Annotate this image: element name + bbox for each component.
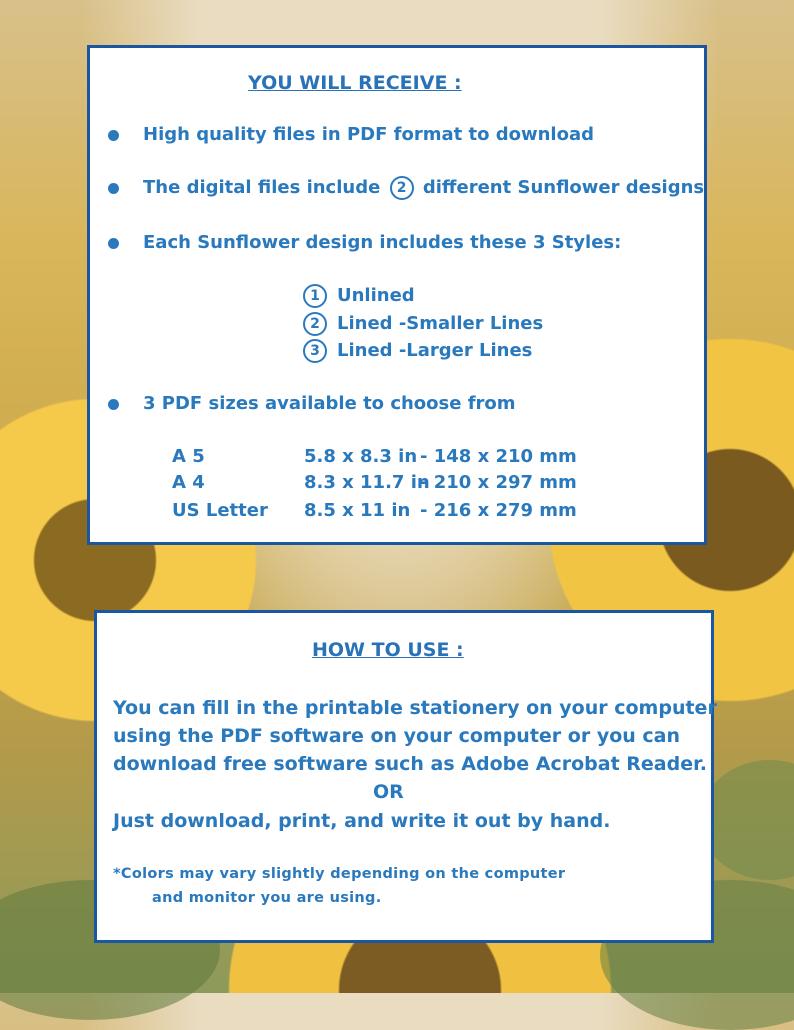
bullet-designs: [143, 176, 704, 200]
style-label: Lined -Larger Lines: [337, 340, 533, 361]
circled-number: 1: [303, 284, 327, 308]
size-mm: - 148 x 210 mm: [420, 446, 577, 467]
size-name: US Letter: [172, 500, 268, 521]
style-item: [303, 312, 543, 336]
bullet-styles: Each Sunflower design includes these 3 Styles:: [143, 232, 622, 253]
howto-heading: HOW TO USE :: [312, 639, 464, 661]
howto-line: Just download, print, and write it out by hand.: [113, 810, 611, 832]
size-inches: 8.3 x 11.7 in: [304, 472, 430, 493]
background-leaf: [700, 760, 794, 880]
howto-line: You can fill in the printable stationery on your computer: [113, 697, 717, 719]
size-inches: 5.8 x 8.3 in: [304, 446, 418, 467]
circled-number: 2: [390, 176, 414, 200]
howto-line: using the PDF software on your computer or you can: [113, 725, 681, 747]
bullet-dot: [108, 399, 119, 410]
size-inches: 8.5 x 11 in: [304, 500, 411, 521]
bullet-dot: [108, 238, 119, 249]
circled-number: 3: [303, 339, 327, 363]
style-item: [303, 339, 532, 363]
bullet-dot: [108, 130, 119, 141]
size-mm: - 216 x 279 mm: [420, 500, 577, 521]
howto-or: OR: [373, 781, 404, 803]
size-name: A 5: [172, 446, 205, 467]
color-note: and monitor you are using.: [152, 890, 382, 906]
color-note: *Colors may vary slightly depending on the computer: [113, 866, 566, 882]
style-label: Lined -Smaller Lines: [337, 313, 544, 334]
style-item: [303, 284, 415, 308]
receive-heading: YOU WILL RECEIVE :: [248, 72, 462, 94]
size-mm: - 210 x 297 mm: [420, 472, 577, 493]
size-name: A 4: [172, 472, 205, 493]
howto-line: download free software such as Adobe Acrobat Reader.: [113, 753, 707, 775]
circled-number: 2: [303, 312, 327, 336]
style-label: Unlined: [337, 285, 415, 306]
how-to-use-panel: [94, 610, 717, 943]
designs-text-post: different Sunflower designs: [422, 177, 705, 198]
bullet-dot: [108, 183, 119, 194]
you-will-receive-panel: [87, 45, 707, 545]
bullet-pdf-format: High quality files in PDF format to download: [143, 124, 594, 145]
bullet-sizes: 3 PDF sizes available to choose from: [143, 393, 516, 414]
designs-text-pre: The digital files include: [143, 177, 381, 198]
